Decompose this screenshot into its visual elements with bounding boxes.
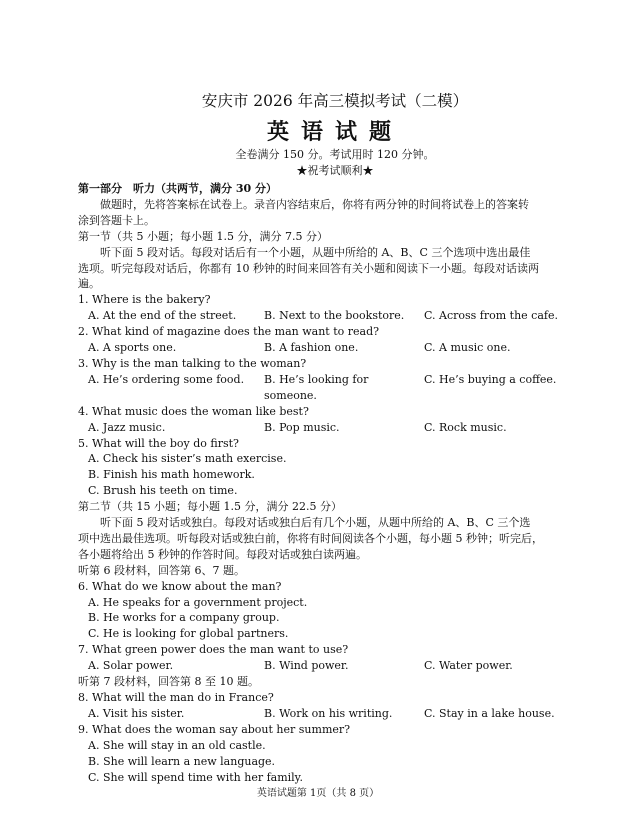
question-1-option-c: C. Across from the cafe.	[424, 309, 558, 323]
question-7-option-c: C. Water power.	[424, 659, 513, 673]
section1-title: 第一节（共 5 小题；每小题 1.5 分，满分 7.5 分）	[78, 229, 328, 243]
section2-intro-line2: 项中选出最佳选项。听每段对话或独白前，你将有时间阅读各个小题，每小题 5 秒钟；听完后，	[78, 531, 543, 545]
question-7-options	[78, 658, 592, 674]
question-3-stem: 3. Why is the man talking to the woman?	[78, 356, 307, 370]
question-1-stem: 1. Where is the bakery?	[78, 293, 211, 307]
question-5-stem: 5. What will the boy do first?	[78, 436, 239, 450]
question-8-options	[78, 706, 592, 722]
question-9-option-c: C. She will spend time with her family.	[88, 770, 303, 784]
question-1-option-b: B. Next to the bookstore.	[264, 309, 405, 323]
question-3-options	[78, 372, 592, 404]
exam-title: 安庆市 2026 年高三模拟考试（二模）	[201, 92, 469, 110]
question-6-option-c: C. He is looking for global partners.	[88, 627, 289, 641]
question-3-option-c: C. He’s buying a coffee.	[424, 372, 557, 386]
question-7-option-b: B. Wind power.	[264, 659, 349, 673]
question-4-stem: 4. What music does the woman like best?	[78, 404, 309, 418]
section2-intro-line3: 各小题将给出 5 秒钟的作答时间。每段对话或独白读两遍。	[78, 547, 367, 561]
question-9-stem: 9. What does the woman say about her summer?	[78, 722, 351, 736]
question-8-option-a: A. Visit his sister.	[88, 706, 185, 720]
question-2-option-b: B. A fashion one.	[264, 341, 359, 355]
section1-intro-line2: 选项。听完每段对话后，你都有 10 秒钟的时间来回答有关小题和阅读下一小题。每段对话读两	[78, 261, 539, 275]
material-6-instruction: 听第 6 段材料，回答第 6、7 题。	[78, 563, 245, 577]
question-8-stem: 8. What will the man do in France?	[78, 691, 274, 704]
part1-title: 第一部分 听力（共两节，满分 30 分）	[78, 182, 277, 195]
part1-intro-line1: 做题时，先将答案标在试卷上。录音内容结束后，你将有两分钟的时间将试卷上的答案转	[100, 197, 529, 211]
question-8-option-b: B. Work on his writing.	[264, 706, 393, 720]
question-1-options	[78, 308, 592, 324]
section2-intro-line1: 听下面 5 段对话或独白。每段对话或独白后有几个小题，从题中所给的 A、B、C 三个选	[100, 516, 531, 530]
question-7-option-a: A. Solar power.	[88, 659, 174, 673]
section1-intro-line3: 遍。	[78, 277, 100, 291]
question-5-option-b: B. Finish his math homework.	[88, 468, 255, 482]
blessing: ★祝考试顺利★	[296, 164, 374, 177]
part1-intro-line2: 涂到答题卡上。	[78, 213, 155, 227]
question-2-stem: 2. What kind of magazine does the man want to read?	[78, 325, 380, 339]
question-3-option-a: A. He’s ordering some food.	[88, 372, 245, 386]
question-3-option-b: B. He’s looking for someone.	[264, 372, 369, 402]
question-9-option-a: A. She will stay in an old castle.	[88, 738, 266, 752]
question-4-options	[78, 420, 592, 436]
question-6-stem: 6. What do we know about the man?	[78, 579, 282, 593]
question-7-stem: 7. What green power does the man want to use?	[78, 643, 349, 657]
question-5-option-a: A. Check his sister’s math exercise.	[88, 452, 287, 466]
question-4-option-c: C. Rock music.	[424, 420, 507, 434]
question-6-option-b: B. He works for a company group.	[88, 611, 280, 625]
question-2-option-a: A. A sports one.	[88, 341, 177, 355]
question-4-option-b: B. Pop music.	[264, 420, 340, 434]
material-7-instruction: 听第 7 段材料，回答第 8 至 10 题。	[78, 675, 259, 689]
section2-title: 第二节（共 15 小题；每小题 1.5 分，满分 22.5 分）	[78, 500, 342, 514]
subject-title: 英语试题	[266, 119, 403, 145]
question-6-option-a: A. He speaks for a government project.	[88, 595, 308, 609]
question-8-option-c: C. Stay in a lake house.	[424, 706, 555, 720]
question-1-option-a: A. At the end of the street.	[88, 309, 237, 323]
question-5-option-c: C. Brush his teeth on time.	[88, 484, 238, 498]
question-4-option-a: A. Jazz music.	[88, 420, 166, 434]
question-2-option-c: C. A music one.	[424, 341, 511, 355]
question-2-options	[78, 340, 592, 356]
page-footer: 英语试题第 1页（共 8 页）	[256, 788, 380, 799]
question-9-option-b: B. She will learn a new language.	[88, 754, 276, 768]
exam-info: 全卷满分 150 分。考试用时 120 分钟。	[235, 148, 435, 161]
section1-intro-line1: 听下面 5 段对话。每段对话后有一个小题，从题中所给的 A、B、C 三个选项中选出最佳	[100, 245, 531, 259]
page-content	[78, 90, 592, 785]
